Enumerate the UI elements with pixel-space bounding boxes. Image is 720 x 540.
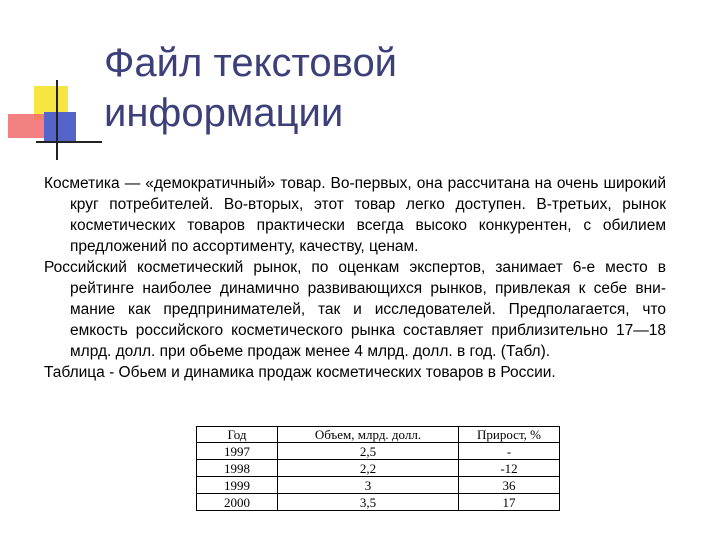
cell-growth: -12 bbox=[459, 460, 560, 477]
cell-volume: 2,5 bbox=[278, 443, 459, 460]
cell-growth: 17 bbox=[459, 494, 560, 511]
slide-body bbox=[44, 173, 666, 383]
decor-blue-square bbox=[44, 112, 76, 142]
slide-title bbox=[104, 38, 397, 138]
sales-table bbox=[196, 426, 560, 511]
cell-growth: 36 bbox=[459, 477, 560, 494]
table-caption: Таблица - Обьем и динамика продаж косметических товаров в России. bbox=[44, 364, 556, 381]
decor-vertical-line bbox=[56, 80, 58, 160]
cell-year: 1997 bbox=[197, 443, 278, 460]
cell-year: 1999 bbox=[197, 477, 278, 494]
cell-year: 1998 bbox=[197, 460, 278, 477]
header-growth: Прирост, % bbox=[459, 427, 560, 443]
cell-growth: - bbox=[459, 443, 560, 460]
cell-volume: 2,2 bbox=[278, 460, 459, 477]
header-volume: Объем, млрд. долл. bbox=[278, 427, 459, 443]
cell-volume: 3,5 bbox=[278, 494, 459, 511]
title-line-2: информации bbox=[104, 91, 344, 135]
title-line-1: Файл текстовой bbox=[104, 41, 398, 85]
cell-year: 2000 bbox=[197, 494, 278, 511]
decor-horizontal-line bbox=[36, 141, 102, 143]
paragraph-market: Российский косметический рынок, по оценкам экспертов, занимает 6-е место в рейтинге наиболее динамично развивающихся рынков, привлекая к себе вни-мание как предпринимателей, так и исследователей. Предполагается, что емкость российского косметического рынка составляет приблизительно 17—18 млрд. долл. при обьеме продаж менее 4 млрд. долл. в год. (Табл). bbox=[44, 259, 666, 360]
table-row bbox=[197, 460, 560, 477]
table-row bbox=[197, 494, 560, 511]
table-header-row bbox=[197, 427, 560, 443]
cell-volume: 3 bbox=[278, 477, 459, 494]
table-row bbox=[197, 443, 560, 460]
header-year: Год bbox=[197, 427, 278, 443]
table-row bbox=[197, 477, 560, 494]
paragraph-cosmetics: Косметика — «демократичный» товар. Во-первых, она рассчитана на очень широкий круг потребителей. Во-вторых, этот товар легко доступен. В-третьих, рынок косметических товаров практически всегда высоко конкурентен, с обилием предложений по ассортименту, качеству, ценам. bbox=[44, 175, 666, 255]
